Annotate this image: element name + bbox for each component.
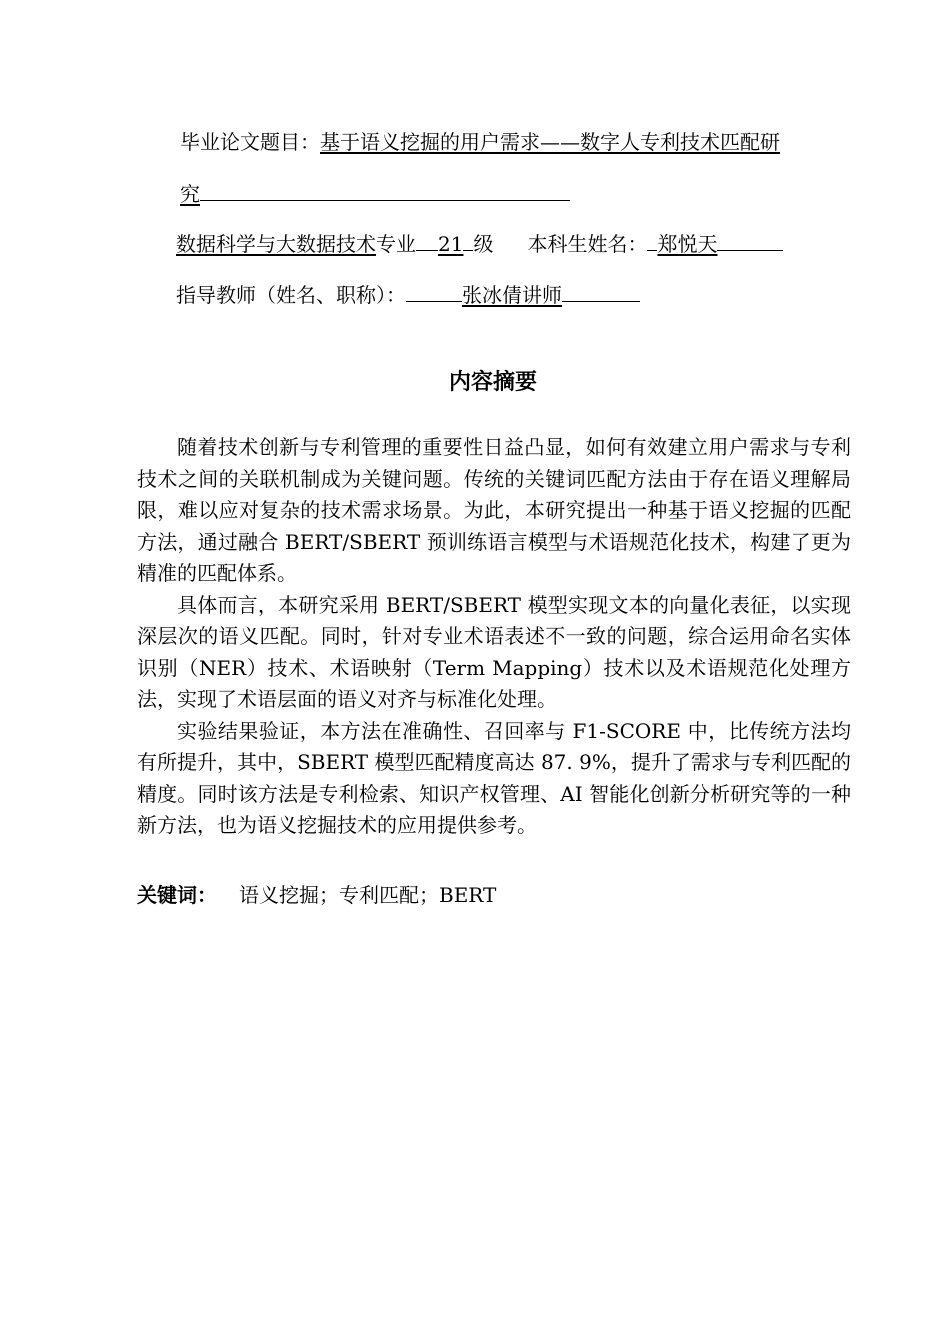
thesis-title-label: 毕业论文题目： (180, 130, 320, 154)
grade-label: 级 (473, 232, 494, 256)
student-underline-lead (647, 228, 657, 251)
advisor-name: 张冰倩讲师 (462, 283, 562, 307)
abstract-paragraph: 具体而言，本研究采用 BERT/SBERT 模型实现文本的向量化表征，以实现深层次的语义匹配。同时，针对专业术语表述不一致的问题，综合运用命名实体识别（NER）技术、术语映射（Term Mapping）技术以及术语规范化处理方法，实现了术语层面的语义对齐与标准化处理。 (137, 592, 851, 711)
keywords-value: 语义挖掘；专利匹配；BERT (239, 883, 497, 907)
keywords-label: 关键词： (137, 883, 217, 907)
thesis-title-text-end: 究 (180, 182, 200, 206)
advisor-label: 指导教师（姓名、职称）： (176, 283, 406, 307)
student-name: 郑悦天 (657, 232, 718, 256)
thesis-title-text: 基于语义挖掘的用户需求——数字人专利技术匹配研 (320, 130, 780, 154)
thesis-title-line (180, 128, 780, 156)
major-name: 数据科学与大数据技术 (176, 232, 376, 256)
grade-value: 21 (438, 232, 464, 256)
student-label: 本科生姓名： (527, 232, 648, 256)
grade-underline-lead (416, 228, 438, 251)
student-info-line (176, 228, 783, 258)
advisor-underline-lead (406, 279, 462, 302)
abstract-heading: 内容摘要 (448, 370, 537, 395)
student-underline-tail (717, 228, 783, 251)
keywords-line (137, 880, 496, 910)
advisor-info-line (176, 279, 640, 309)
thesis-title-continuation (180, 178, 570, 208)
grade-underline-tail (463, 228, 473, 251)
abstract-paragraph: 实验结果验证，本方法在准确性、召回率与 F1-SCORE 中，比传统方法均有所提升，其中，SBERT 模型匹配精度高达 87. 9%，提升了需求与专利匹配的精度。同时该方法是专利检索、知识产权管理、AI 智能化创新分析研究等的一种新方法，也为语义挖掘技术的应用提供参考。 (137, 718, 851, 837)
title-underline-blank (200, 178, 570, 201)
abstract-body (137, 432, 851, 842)
abstract-paragraph: 随着技术创新与专利管理的重要性日益凸显，如何有效建立用户需求与专利技术之间的关联机制成为关键问题。传统的关键词匹配方法由于存在语义理解局限，难以应对复杂的技术需求场景。为此，本研究提出一种基于语义挖掘的匹配方法，通过融合 BERT/SBERT 预训练语言模型与术语规范化技术，构建了更为精准的匹配体系。 (137, 435, 851, 585)
major-label: 专业 (376, 232, 416, 256)
advisor-underline-tail (562, 279, 640, 302)
